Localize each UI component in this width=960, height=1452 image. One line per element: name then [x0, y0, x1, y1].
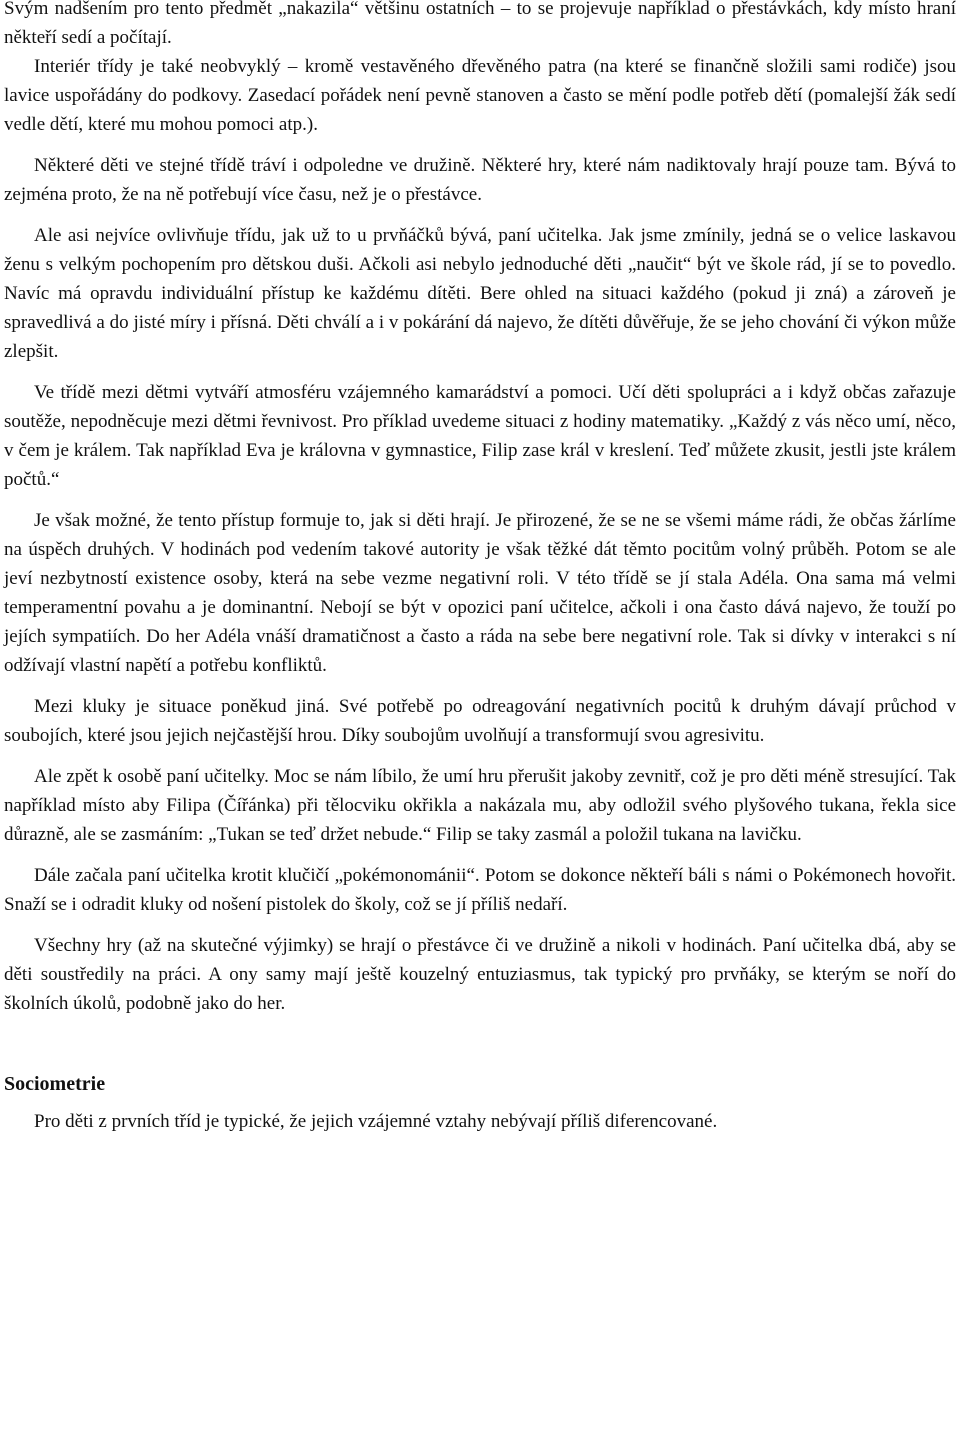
paragraph-teacher-play: Ale zpět k osobě paní učitelky. Moc se nám líbilo, že umí hru přerušit jakoby zevnitř, což je pro děti méně stresující. Tak například místo aby Filipa (Čířánka) při tělocviku okřikla a nakázala mu, aby odložil svého plyšového tukana, řekla sice důrazně, ale se zasmáním: „Tukan se teď držet nebude.“ Filip se taky zasmál a položil tukana na lavičku.: [4, 766, 956, 845]
document-page: [4, 0, 956, 1136]
paragraph-atmosphere: Ve třídě mezi dětmi vytváří atmosféru vzájemného kamarádství a pomoci. Učí děti spolupráci a i když občas zařazuje soutěže, nepodněcuje mezi dětmi řevnivost. Pro příklad uvedeme situaci z hodiny matematiky. „Každý z vás něco umí, něco, v čem je králem. Tak například Eva je královna v gymnastice, Filip zase král v kreslení. Teď můžete zkusit, jestli jste králem počtů.“: [4, 382, 956, 490]
paragraph-interior: Interiér třídy je také neobvyklý – kromě vestavěného dřevěného patra (na které se finančně složili sami rodiče) jsou lavice uspořádány do podkovy. Zasedací pořádek není pevně stanoven a často se mění podle potřeb dětí (pomalejší žák sedí vedle dětí, které mu mohou pomoci atp.).: [4, 56, 956, 135]
paragraph-play-approach: Je však možné, že tento přístup formuje to, jak si děti hrají. Je přirozené, že se ne se všemi máme rádi, že občas žárlíme na úspěch druhých. V hodinách pod vedením takové autority je však těžké dát těmto pocitům volný průběh. Potom se ale jeví nezbytností existence osoby, která na sebe vezme negativní roli. V této třídě se jí stala Adéla. Ona sama má velmi temperamentní povahu a je dominantní. Nebojí se být v opozici paní učitelce, ačkoli i ona často dává najevo, že touží po jejích sympatiích. Do her Adéla vnáší dramatičnost a často a ráda na sebe bere negativní role. Tak si dívky v interakci s ní odžívají vlastní napětí a potřebu konfliktů.: [4, 510, 956, 676]
section-heading: Sociometrie: [4, 1073, 106, 1095]
paragraph-pokemon: Dále začala paní učitelka krotit klučičí „pokémonománii“. Potom se dokonce někteří báli s námi o Pokémonech hovořit. Snaží se i odradit kluky od nošení pistolek do školy, což se jí příliš nedaří.: [4, 865, 956, 915]
paragraph-games-timing: Všechny hry (až na skutečné výjimky) se hrají o přestávce či ve družině a nikoli v hodinách. Paní učitelka dbá, aby se děti soustředily na práci. A ony samy mají ještě kouzelný entuziasmus, tak typický pro prvňáky, se kterým se noří do školních úkolů, podobně jako do her.: [4, 935, 956, 1014]
paragraph-boys: Mezi kluky je situace poněkud jiná. Své potřebě po odreagování negativních pocitů k druhým dávají průchod v soubojích, které jsou jejich nejčastější hrou. Díky soubojům uvolňují a transformují svou agresivitu.: [4, 696, 956, 746]
paragraph-sociometry: Pro děti z prvních tříd je typické, že jejich vzájemné vztahy nebývají příliš diferencované.: [34, 1111, 718, 1132]
paragraph-intro: Svým nadšením pro tento předmět „nakazila“ většinu ostatních – to se projevuje například o přestávkách, kdy místo hraní někteří sedí a počítají.: [4, 0, 956, 48]
paragraph-after-school: Některé děti ve stejné třídě tráví i odpoledne ve družině. Některé hry, které nám nadiktovaly hrají pouze tam. Bývá to zejména proto, že na ně potřebují více času, než je o přestávce.: [4, 155, 956, 205]
paragraph-teacher: Ale asi nejvíce ovlivňuje třídu, jak už to u prvňáčků bývá, paní učitelka. Jak jsme zmínily, jedná se o velice laskavou ženu s velkým pochopením pro dětskou duši. Ačkoli asi nebylo jednoduché děti „naučit“ být ve škole rád, jí se to povedlo. Navíc má opravdu individuální přístup ke každému dítěti. Bere ohled na situaci každého (pokud ji zná) a zároveň je spravedlivá a do jisté míry i přísná. Děti chválí a i v pokárání dá najevo, že dítěti důvěřuje, že se jeho chování či výkon může zlepšit.: [4, 225, 956, 362]
